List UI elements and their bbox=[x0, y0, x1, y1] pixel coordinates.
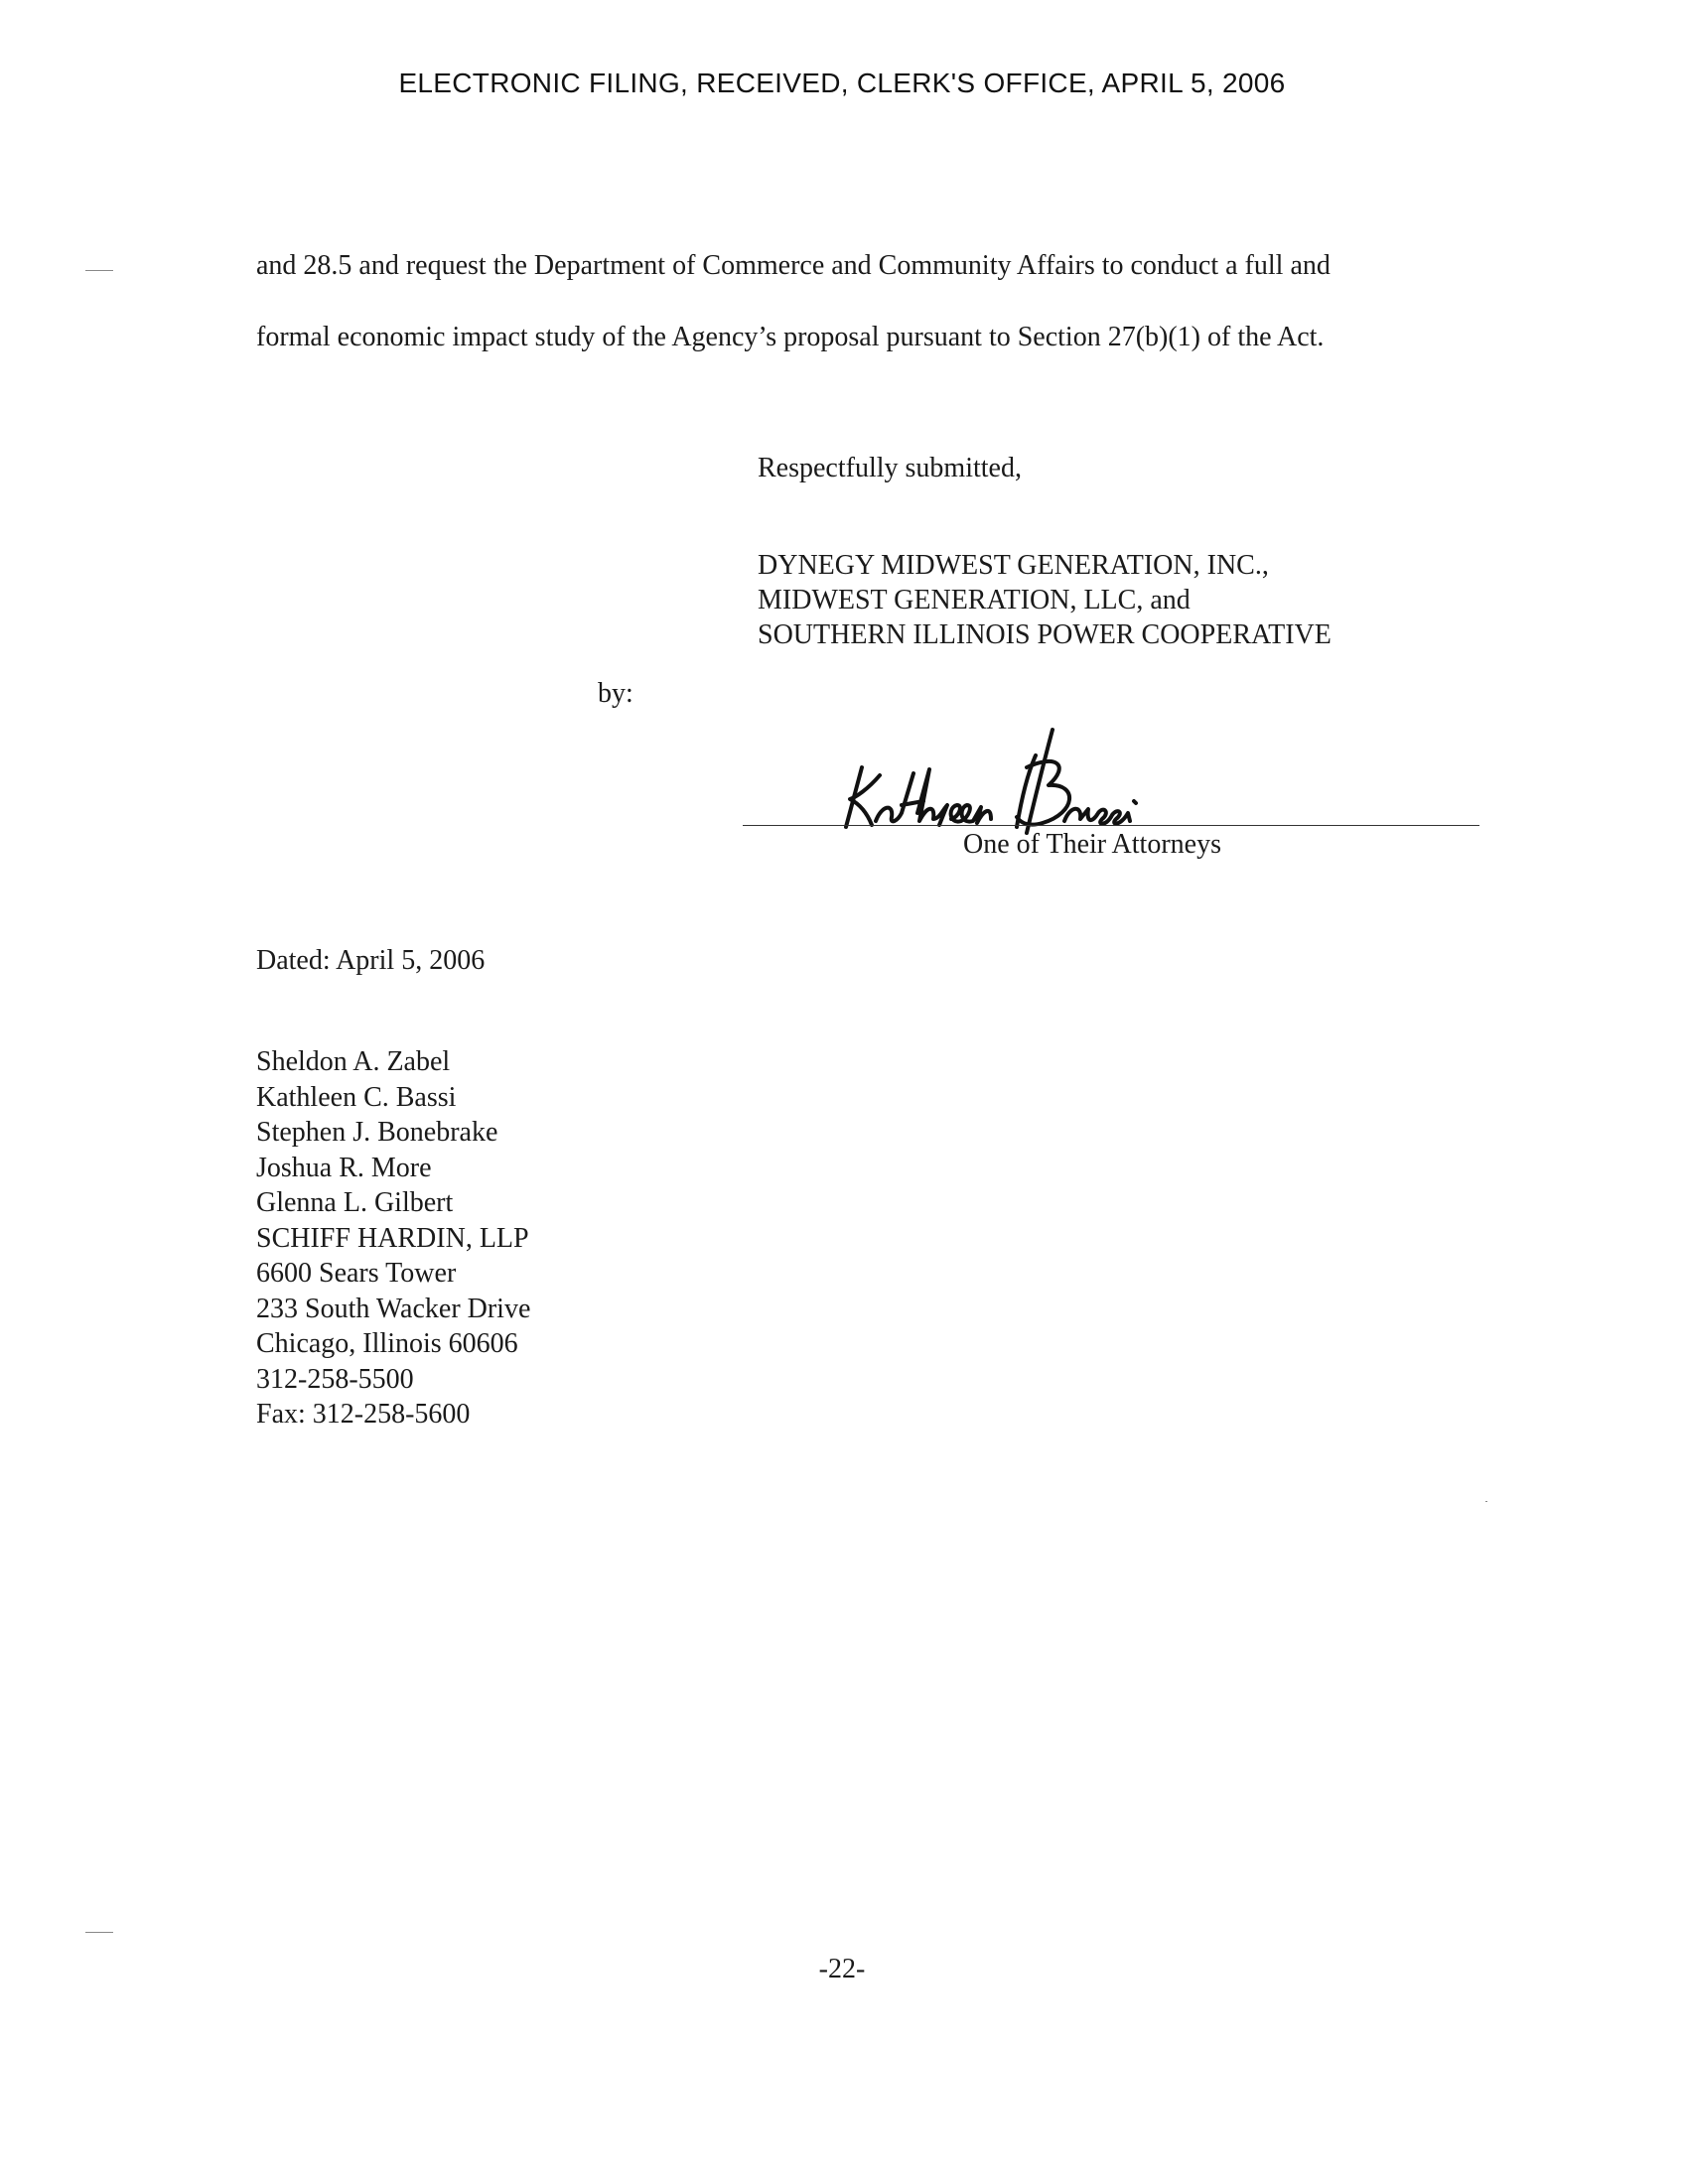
scan-artifact bbox=[85, 1932, 113, 1933]
signature-line bbox=[743, 825, 1479, 826]
party-name: SOUTHERN ILLINOIS POWER COOPERATIVE bbox=[758, 619, 1332, 650]
date-line: Dated: April 5, 2006 bbox=[256, 945, 486, 976]
handwritten-signature bbox=[832, 710, 1190, 839]
party-names bbox=[758, 548, 1332, 652]
signature-block bbox=[743, 710, 1479, 869]
closing-salutation: Respectfully submitted, bbox=[758, 453, 1022, 483]
filing-stamp: ELECTRONIC FILING, RECEIVED, CLERK'S OFFICE, APRIL 5, 2006 bbox=[398, 68, 1286, 98]
body-paragraph bbox=[256, 230, 1487, 373]
body-line: formal economic impact study of the Agency’s proposal pursuant to Section 27(b)(1) of the Act. bbox=[256, 322, 1325, 352]
counsel-line: Chicago, Illinois 60606 bbox=[256, 1328, 518, 1359]
counsel-block bbox=[256, 1044, 530, 1433]
party-name: MIDWEST GENERATION, LLC, and bbox=[758, 585, 1191, 615]
counsel-line: Sheldon A. Zabel bbox=[256, 1046, 451, 1077]
counsel-line: SCHIFF HARDIN, LLP bbox=[256, 1222, 529, 1254]
party-name: DYNEGY MIDWEST GENERATION, INC., bbox=[758, 550, 1269, 581]
counsel-line: Kathleen C. Bassi bbox=[256, 1081, 457, 1113]
body-line: and 28.5 and request the Department of Commerce and Community Affairs to conduct a full and bbox=[256, 250, 1331, 281]
page-number: -22- bbox=[818, 1954, 866, 1984]
by-label: by: bbox=[598, 678, 633, 709]
scan-artifact bbox=[85, 270, 113, 271]
signature-caption: One of Their Attorneys bbox=[963, 829, 1221, 860]
counsel-line: 312-258-5500 bbox=[256, 1363, 414, 1395]
counsel-line: 6600 Sears Tower bbox=[256, 1258, 457, 1289]
counsel-line: 233 South Wacker Drive bbox=[256, 1293, 531, 1324]
counsel-line: Stephen J. Bonebrake bbox=[256, 1117, 498, 1148]
counsel-line: Joshua R. More bbox=[256, 1152, 432, 1183]
counsel-line: Fax: 312-258-5600 bbox=[256, 1399, 471, 1430]
counsel-line: Glenna L. Gilbert bbox=[256, 1187, 454, 1218]
scan-artifact bbox=[1485, 1501, 1487, 1502]
